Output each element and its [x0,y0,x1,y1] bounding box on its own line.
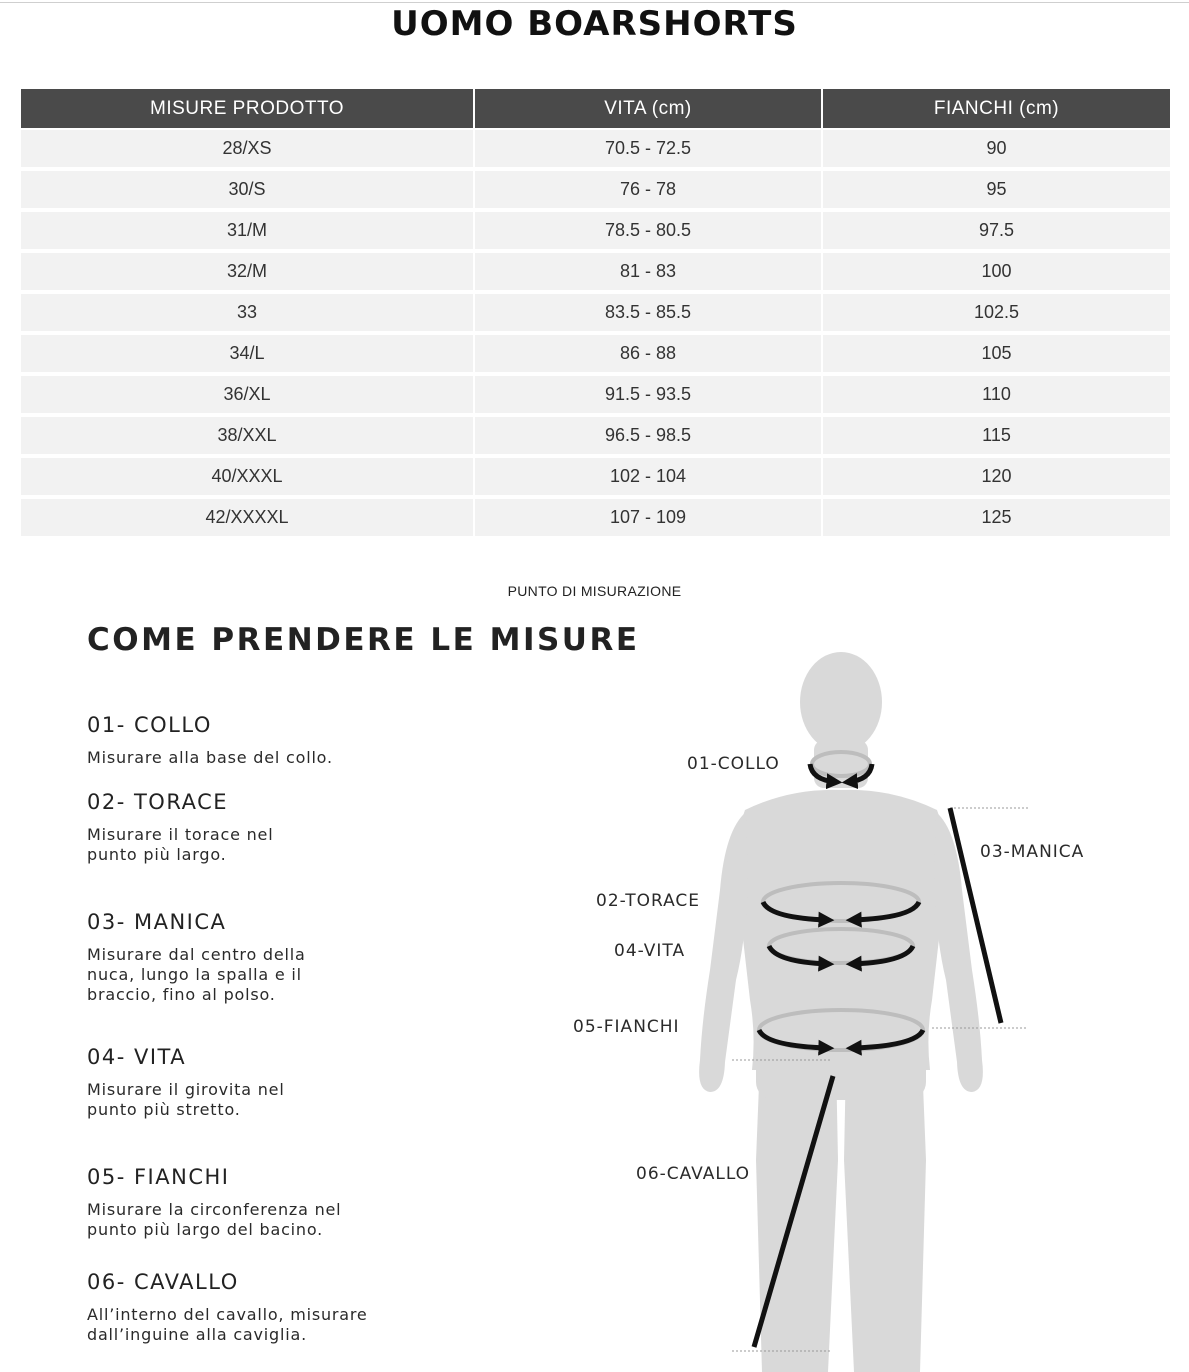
table-row [21,167,1170,208]
cell-hips: 102.5 [823,290,1170,331]
figure-label-cavallo: 06-CAVALLO [636,1164,751,1184]
cell-size: 30/S [21,167,475,208]
step-text-torace: Misurare il torace nel punto più largo. [87,825,274,864]
cell-hips: 125 [823,495,1170,536]
cell-size: 38/XXL [21,413,475,454]
cell-size: 33 [21,290,475,331]
cell-waist: 107 - 109 [475,495,823,536]
cell-hips: 105 [823,331,1170,372]
cell-waist: 102 - 104 [475,454,823,495]
cell-size: 36/XL [21,372,475,413]
column-header-hips: FIANCHI (cm) [823,89,1170,128]
figure-label-fianchi: 05-FIANCHI [573,1017,680,1037]
cell-hips: 115 [823,413,1170,454]
column-header-size: MISURE PRODOTTO [21,89,475,128]
table-row [21,208,1170,249]
cell-hips: 100 [823,249,1170,290]
cell-waist: 81 - 83 [475,249,823,290]
table-row [21,331,1170,372]
body-measurement-figure [560,640,1120,1372]
page-title: UOMO BOARSHORTS [391,4,798,44]
step-heading-cavallo: 06- CAVALLO [87,1270,239,1294]
step-text-collo: Misurare alla base del collo. [87,748,333,767]
cell-waist: 91.5 - 93.5 [475,372,823,413]
measurement-point-label: PUNTO DI MISURAZIONE [507,583,682,599]
table-row [21,454,1170,495]
step-text-vita: Misurare il girovita nel punto più stretto. [87,1080,285,1119]
cell-size: 31/M [21,208,475,249]
cell-size: 40/XXXL [21,454,475,495]
cell-size: 32/M [21,249,475,290]
cell-waist: 86 - 88 [475,331,823,372]
step-text-fianchi: Misurare la circonferenza nel punto più largo del bacino. [87,1200,342,1239]
table-row [21,290,1170,331]
step-text-manica: Misurare dal centro della nuca, lungo la spalla e il braccio, fino al polso. [87,945,306,1004]
top-divider [0,2,1189,3]
figure-label-torace: 02-TORACE [596,891,701,911]
step-heading-collo: 01- COLLO [87,713,212,737]
step-heading-fianchi: 05- FIANCHI [87,1165,230,1189]
size-table [21,89,1170,536]
cell-hips: 110 [823,372,1170,413]
table-row [21,413,1170,454]
table-row [21,249,1170,290]
cell-hips: 97.5 [823,208,1170,249]
step-heading-torace: 02- TORACE [87,790,228,814]
cell-waist: 83.5 - 85.5 [475,290,823,331]
table-header-row [21,89,1170,128]
figure-label-manica: 03-MANICA [980,842,1085,862]
cell-size: 42/XXXXL [21,495,475,536]
table-row [21,372,1170,413]
step-text-cavallo: All’interno del cavallo, misurare dall’inguine alla caviglia. [87,1305,368,1344]
column-header-waist: VITA (cm) [475,89,823,128]
cell-hips: 95 [823,167,1170,208]
cell-size: 28/XS [21,128,475,167]
step-heading-vita: 04- VITA [87,1045,187,1069]
table-row [21,128,1170,167]
cell-size: 34/L [21,331,475,372]
cell-waist: 76 - 78 [475,167,823,208]
step-heading-manica: 03- MANICA [87,910,227,934]
cell-waist: 70.5 - 72.5 [475,128,823,167]
cell-hips: 120 [823,454,1170,495]
figure-label-collo: 01-COLLO [687,754,780,774]
guide-title: COME PRENDERE LE MISURE [87,622,640,658]
figure-label-vita: 04-VITA [614,941,686,961]
cell-hips: 90 [823,128,1170,167]
table-row [21,495,1170,536]
cell-waist: 78.5 - 80.5 [475,208,823,249]
cell-waist: 96.5 - 98.5 [475,413,823,454]
